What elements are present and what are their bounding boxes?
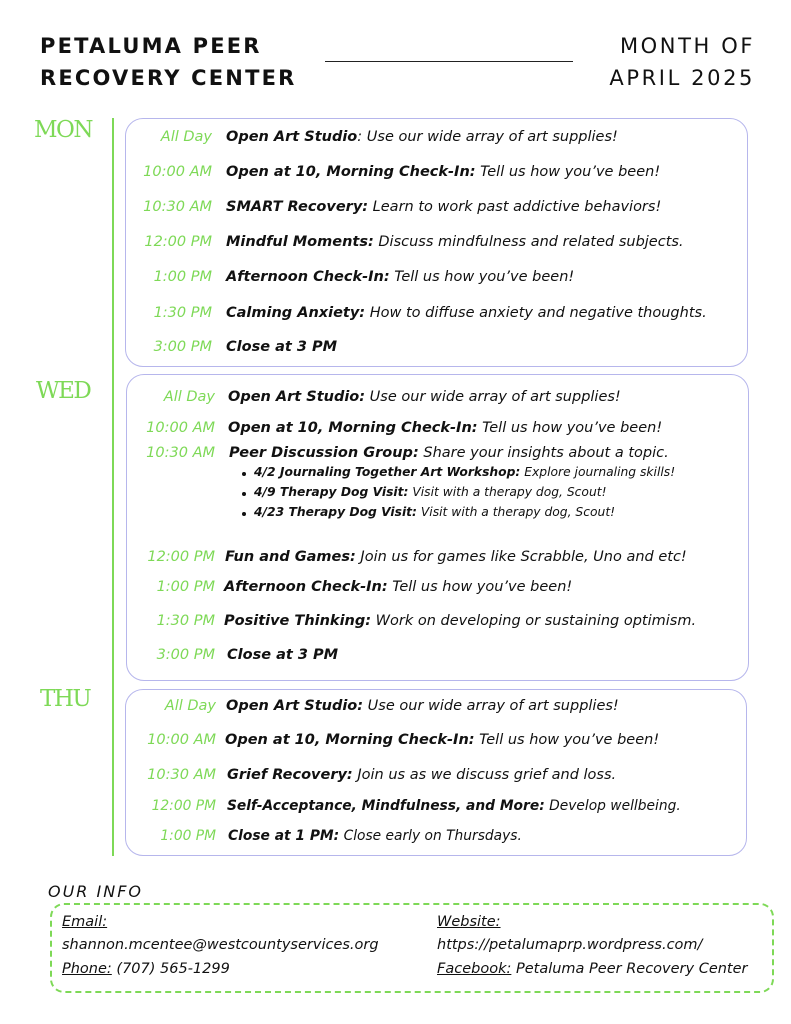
time-label: 1:30 PM xyxy=(153,305,212,321)
event-desc: Close early on Thursdays. xyxy=(339,828,522,844)
time-label: All Day xyxy=(160,129,212,145)
website-label: Website: xyxy=(437,914,501,930)
event-title: Open at 10, Morning Check-In: xyxy=(228,420,478,436)
timeline-divider xyxy=(112,118,114,856)
event-text xyxy=(225,732,659,748)
event-title: Afternoon Check-In: xyxy=(226,269,390,285)
event-title: Open Art Studio xyxy=(226,129,358,145)
event-title: Close at 1 PM: xyxy=(228,828,340,844)
sub-event-item xyxy=(254,485,607,499)
sub-event-desc: Visit with a therapy dog, Scout! xyxy=(408,485,607,499)
website-link[interactable]: https://petalumaprp.wordpress.com/ xyxy=(437,937,703,953)
event-desc: Tell us how you’ve been! xyxy=(474,732,660,748)
event-title: Self-Acceptance, Mindfulness, and More: xyxy=(227,798,545,814)
event-desc: Discuss mindfulness and related subjects. xyxy=(373,234,684,250)
event-text xyxy=(226,339,337,355)
event-title: Calming Anxiety: xyxy=(226,305,366,321)
event-text xyxy=(226,269,574,285)
schedule-box-thu xyxy=(125,689,747,856)
event-title: Grief Recovery: xyxy=(227,767,353,783)
event-text xyxy=(224,579,572,595)
facebook-line xyxy=(437,961,748,977)
event-text xyxy=(226,199,661,215)
event-desc: Use our wide array of art supplies! xyxy=(362,129,618,145)
sub-event-title: 4/23 Therapy Dog Visit: xyxy=(254,505,417,519)
time-label: 3:00 PM xyxy=(153,339,212,355)
time-label: 10:00 AM xyxy=(147,732,216,748)
time-label: 10:30 AM xyxy=(147,767,216,783)
event-desc: Join us as we discuss grief and loss. xyxy=(352,767,617,783)
event-text xyxy=(229,445,669,461)
event-desc: Use our wide array of art supplies! xyxy=(363,698,619,714)
contact-info-box xyxy=(50,903,774,993)
org-name-line1: PETALUMA PEER xyxy=(40,34,262,58)
sub-event-title: 4/2 Journaling Together Art Workshop: xyxy=(254,465,521,479)
phone-line xyxy=(62,961,230,977)
event-desc: Share your insights about a topic. xyxy=(418,445,669,461)
event-text xyxy=(226,305,707,321)
email-label: Email: xyxy=(62,914,108,930)
event-desc: Tell us how you’ve been! xyxy=(475,164,661,180)
event-title: Open Art Studio: xyxy=(228,389,366,405)
email-link[interactable]: shannon.mcentee@westcountyservices.org xyxy=(62,937,379,953)
event-text xyxy=(226,234,684,250)
time-label: 10:30 AM xyxy=(146,445,215,461)
event-text xyxy=(227,767,616,783)
event-desc: Develop wellbeing. xyxy=(544,798,681,814)
schedule-box-mon xyxy=(125,118,748,367)
event-text xyxy=(228,420,662,436)
schedule-box-wed xyxy=(126,374,749,681)
time-label: 1:30 PM xyxy=(156,613,215,629)
event-desc: Tell us how you’ve been! xyxy=(389,269,575,285)
event-text xyxy=(228,389,621,405)
time-label: 1:00 PM xyxy=(160,828,216,844)
sub-event-item xyxy=(254,505,615,519)
event-text xyxy=(228,828,522,844)
event-title: Close at 3 PM xyxy=(227,647,339,663)
day-label-mon: MON xyxy=(34,117,93,143)
event-desc: How to diffuse anxiety and negative thoughts. xyxy=(365,305,707,321)
event-title: Afternoon Check-In: xyxy=(224,579,388,595)
month-label-line2: APRIL 2025 xyxy=(609,66,755,90)
event-title: Open Art Studio: xyxy=(226,698,364,714)
time-label: 1:00 PM xyxy=(153,269,212,285)
time-label: 3:00 PM xyxy=(156,647,215,663)
event-text xyxy=(226,129,618,145)
day-label-thu: THU xyxy=(40,686,91,712)
event-title: Peer Discussion Group: xyxy=(229,445,419,461)
time-label: 1:00 PM xyxy=(156,579,215,595)
event-desc: Tell us how you’ve been! xyxy=(477,420,663,436)
time-label: All Day xyxy=(164,698,216,714)
time-label: All Day xyxy=(163,389,215,405)
event-desc: Learn to work past addictive behaviors! xyxy=(368,199,662,215)
time-label: 10:00 AM xyxy=(146,420,215,436)
event-title: SMART Recovery: xyxy=(226,199,369,215)
event-title: Close at 3 PM xyxy=(226,339,338,355)
event-desc: Join us for games like Scrabble, Uno and etc! xyxy=(355,549,687,565)
event-title: Open at 10, Morning Check-In: xyxy=(226,164,476,180)
event-text xyxy=(227,647,338,663)
time-label: 12:00 PM xyxy=(151,798,216,814)
sub-event-title: 4/9 Therapy Dog Visit: xyxy=(254,485,409,499)
event-text xyxy=(227,798,681,814)
sub-event-desc: Visit with a therapy dog, Scout! xyxy=(416,505,616,519)
phone-label: Phone: xyxy=(62,961,112,977)
event-title: Mindful Moments: xyxy=(226,234,374,250)
org-name xyxy=(40,30,297,94)
info-heading: OUR INFO xyxy=(48,882,143,901)
month-label xyxy=(609,30,755,94)
header-rule xyxy=(325,61,573,62)
time-label: 10:00 AM xyxy=(143,164,212,180)
month-label-line1: MONTH OF xyxy=(619,34,755,58)
facebook-link[interactable]: Petaluma Peer Recovery Center xyxy=(511,961,748,977)
time-label: 10:30 AM xyxy=(143,199,212,215)
event-text xyxy=(225,549,687,565)
event-text xyxy=(224,613,696,629)
event-title: Fun and Games: xyxy=(225,549,356,565)
facebook-label: Facebook: xyxy=(437,961,512,977)
event-desc: Tell us how you’ve been! xyxy=(387,579,573,595)
event-desc: Use our wide array of art supplies! xyxy=(365,389,621,405)
event-text xyxy=(226,164,660,180)
event-desc: Work on developing or sustaining optimism. xyxy=(371,613,697,629)
sub-event-item xyxy=(254,465,675,479)
bullet-icon xyxy=(242,472,246,476)
event-title: Positive Thinking: xyxy=(224,613,372,629)
event-text xyxy=(226,698,619,714)
org-name-line2: RECOVERY CENTER xyxy=(40,66,297,90)
bullet-icon xyxy=(242,492,246,496)
time-label: 12:00 PM xyxy=(147,549,215,565)
sub-event-desc: Explore journaling skills! xyxy=(520,465,676,479)
time-label: 12:00 PM xyxy=(144,234,212,250)
event-separator: : xyxy=(357,129,363,145)
bullet-icon xyxy=(242,512,246,516)
day-label-wed: WED xyxy=(36,378,91,404)
event-title: Open at 10, Morning Check-In: xyxy=(225,732,475,748)
phone-number[interactable]: (707) 565-1299 xyxy=(111,961,230,977)
